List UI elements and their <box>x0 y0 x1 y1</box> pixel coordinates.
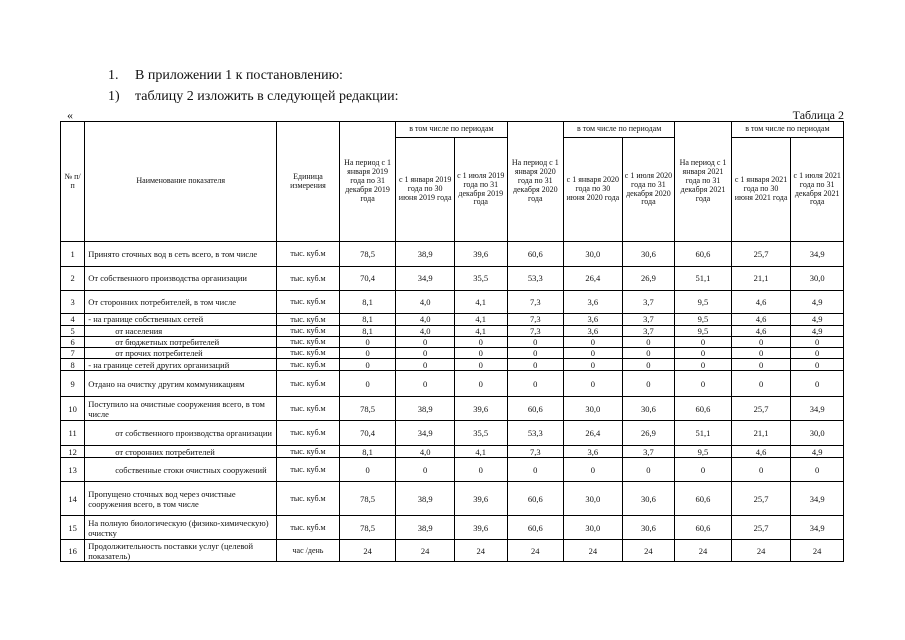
value-cell: 39,6 <box>454 242 507 267</box>
value-cell: 34,9 <box>791 482 844 516</box>
value-cell: 60,6 <box>675 482 732 516</box>
value-cell: 4,0 <box>396 314 455 326</box>
header-h2-2020: с 1 июля 2020 года по 31 декабря 2020 года <box>622 138 675 242</box>
unit-cell: тыс. куб.м <box>277 516 340 540</box>
indicator-name-cell: от бюджетных потребителей <box>85 337 277 348</box>
indicator-name-cell: - на границе собственных сетей <box>85 314 277 326</box>
value-cell: 60,6 <box>507 397 564 421</box>
value-cell: 24 <box>396 540 455 562</box>
value-cell: 34,9 <box>396 267 455 291</box>
value-cell: 0 <box>622 359 675 371</box>
value-cell: 30,0 <box>564 516 623 540</box>
value-cell: 24 <box>622 540 675 562</box>
row-number-cell: 7 <box>61 348 85 359</box>
value-cell: 0 <box>396 348 455 359</box>
row-number-cell: 6 <box>61 337 85 348</box>
indicator-name-cell: Пропущено сточных вод через очистные сооружения всего, в том числе <box>85 482 277 516</box>
value-cell: 0 <box>507 348 564 359</box>
header-h1-2020: с 1 января 2020 года по 30 июня 2020 года <box>564 138 623 242</box>
value-cell: 0 <box>731 348 791 359</box>
table-row <box>61 482 844 516</box>
value-cell: 25,7 <box>731 482 791 516</box>
indicator-name-cell: Поступило на очистные сооружения всего, в том числе <box>85 397 277 421</box>
value-cell: 38,9 <box>396 482 455 516</box>
value-cell: 0 <box>564 359 623 371</box>
value-cell: 3,6 <box>564 326 623 337</box>
value-cell: 9,5 <box>675 291 732 314</box>
value-cell: 34,9 <box>396 421 455 446</box>
value-cell: 51,1 <box>675 267 732 291</box>
value-cell: 0 <box>622 348 675 359</box>
value-cell: 0 <box>622 371 675 397</box>
table-row <box>61 337 844 348</box>
value-cell: 60,6 <box>507 482 564 516</box>
value-cell: 0 <box>396 337 455 348</box>
row-number-cell: 15 <box>61 516 85 540</box>
table-row <box>61 267 844 291</box>
value-cell: 8,1 <box>339 291 396 314</box>
value-cell: 3,7 <box>622 326 675 337</box>
unit-cell: тыс. куб.м <box>277 326 340 337</box>
unit-cell: тыс. куб.м <box>277 482 340 516</box>
value-cell: 30,6 <box>622 397 675 421</box>
value-cell: 35,5 <box>454 267 507 291</box>
value-cell: 0 <box>454 458 507 482</box>
header-h1-2021: с 1 января 2021 года по 30 июня 2021 года <box>731 138 791 242</box>
value-cell: 30,6 <box>622 516 675 540</box>
value-cell: 30,6 <box>622 242 675 267</box>
list-item-text: В приложении 1 к постановлению: <box>135 68 343 83</box>
value-cell: 25,7 <box>731 516 791 540</box>
value-cell: 4,0 <box>396 326 455 337</box>
value-cell: 7,3 <box>507 326 564 337</box>
value-cell: 0 <box>622 337 675 348</box>
indicator-name-cell: От собственного производства организации <box>85 267 277 291</box>
unit-cell: тыс. куб.м <box>277 291 340 314</box>
value-cell: 0 <box>507 458 564 482</box>
indicator-name-cell: от прочих потребителей <box>85 348 277 359</box>
value-cell: 25,7 <box>731 397 791 421</box>
header-subperiods-2019: в том числе по периодам <box>396 122 507 138</box>
value-cell: 0 <box>564 337 623 348</box>
header-period-2019: На период с 1 января 2019 года по 31 декабря 2019 года <box>339 122 396 242</box>
value-cell: 7,3 <box>507 446 564 458</box>
value-cell: 0 <box>675 337 732 348</box>
value-cell: 38,9 <box>396 516 455 540</box>
value-cell: 4,9 <box>791 291 844 314</box>
value-cell: 0 <box>339 348 396 359</box>
row-number-cell: 16 <box>61 540 85 562</box>
value-cell: 0 <box>731 371 791 397</box>
table-row <box>61 314 844 326</box>
value-cell: 30,0 <box>791 267 844 291</box>
header-name: Наименование показателя <box>85 122 277 242</box>
value-cell: 0 <box>454 359 507 371</box>
value-cell: 4,1 <box>454 291 507 314</box>
table-row <box>61 458 844 482</box>
row-number-cell: 12 <box>61 446 85 458</box>
header-num: № п/п <box>61 122 85 242</box>
unit-cell: тыс. куб.м <box>277 458 340 482</box>
value-cell: 0 <box>731 337 791 348</box>
value-cell: 0 <box>507 359 564 371</box>
row-number-cell: 1 <box>61 242 85 267</box>
table-caption: Таблица 2 <box>792 108 844 122</box>
value-cell: 38,9 <box>396 242 455 267</box>
row-number-cell: 10 <box>61 397 85 421</box>
value-cell: 0 <box>454 348 507 359</box>
value-cell: 3,7 <box>622 291 675 314</box>
value-cell: 78,5 <box>339 516 396 540</box>
value-cell: 24 <box>454 540 507 562</box>
unit-cell: тыс. куб.м <box>277 421 340 446</box>
value-cell: 24 <box>507 540 564 562</box>
value-cell: 53,3 <box>507 267 564 291</box>
row-number-cell: 8 <box>61 359 85 371</box>
unit-cell: час /день <box>277 540 340 562</box>
value-cell: 78,5 <box>339 482 396 516</box>
indicator-name-cell: от собственного производства организации <box>85 421 277 446</box>
row-number-cell: 14 <box>61 482 85 516</box>
value-cell: 21,1 <box>731 421 791 446</box>
value-cell: 4,9 <box>791 314 844 326</box>
list-item-number: 1) <box>108 89 120 104</box>
value-cell: 0 <box>454 337 507 348</box>
value-cell: 0 <box>791 348 844 359</box>
unit-cell: тыс. куб.м <box>277 371 340 397</box>
value-cell: 0 <box>675 359 732 371</box>
unit-cell: тыс. куб.м <box>277 337 340 348</box>
value-cell: 0 <box>564 371 623 397</box>
value-cell: 0 <box>791 359 844 371</box>
indicator-name-cell: Продолжительность поставки услуг (целевой показатель) <box>85 540 277 562</box>
value-cell: 0 <box>454 371 507 397</box>
value-cell: 4,9 <box>791 326 844 337</box>
indicator-name-cell: От сторонних потребителей, в том числе <box>85 291 277 314</box>
value-cell: 4,6 <box>731 291 791 314</box>
value-cell: 8,1 <box>339 326 396 337</box>
indicator-name-cell: от населения <box>85 326 277 337</box>
indicator-name-cell: Принято сточных вод в сеть всего, в том числе <box>85 242 277 267</box>
value-cell: 24 <box>791 540 844 562</box>
unit-cell: тыс. куб.м <box>277 314 340 326</box>
table-row <box>61 421 844 446</box>
table-row <box>61 242 844 267</box>
value-cell: 4,1 <box>454 446 507 458</box>
value-cell: 4,1 <box>454 326 507 337</box>
value-cell: 30,0 <box>564 242 623 267</box>
value-cell: 60,6 <box>675 516 732 540</box>
value-cell: 0 <box>564 348 623 359</box>
value-cell: 30,0 <box>564 397 623 421</box>
value-cell: 30,6 <box>622 482 675 516</box>
value-cell: 0 <box>339 337 396 348</box>
value-cell: 78,5 <box>339 242 396 267</box>
value-cell: 4,1 <box>454 314 507 326</box>
value-cell: 0 <box>339 359 396 371</box>
value-cell: 30,0 <box>564 482 623 516</box>
value-cell: 4,0 <box>396 291 455 314</box>
value-cell: 39,6 <box>454 397 507 421</box>
value-cell: 0 <box>791 337 844 348</box>
value-cell: 24 <box>564 540 623 562</box>
value-cell: 3,6 <box>564 291 623 314</box>
value-cell: 24 <box>731 540 791 562</box>
value-cell: 0 <box>396 458 455 482</box>
value-cell: 9,5 <box>675 314 732 326</box>
row-number-cell: 13 <box>61 458 85 482</box>
value-cell: 0 <box>675 348 732 359</box>
unit-cell: тыс. куб.м <box>277 267 340 291</box>
table-body <box>61 242 844 562</box>
value-cell: 26,9 <box>622 267 675 291</box>
value-cell: 4,6 <box>731 314 791 326</box>
unit-cell: тыс. куб.м <box>277 359 340 371</box>
value-cell: 26,4 <box>564 421 623 446</box>
indicator-name-cell: На полную биологическую (физико-химическую) очистку <box>85 516 277 540</box>
opening-quote-mark: « <box>67 108 73 122</box>
value-cell: 70,4 <box>339 267 396 291</box>
value-cell: 24 <box>339 540 396 562</box>
row-number-cell: 2 <box>61 267 85 291</box>
value-cell: 8,1 <box>339 446 396 458</box>
value-cell: 0 <box>675 458 732 482</box>
value-cell: 34,9 <box>791 516 844 540</box>
row-number-cell: 11 <box>61 421 85 446</box>
value-cell: 38,9 <box>396 397 455 421</box>
value-cell: 25,7 <box>731 242 791 267</box>
value-cell: 7,3 <box>507 291 564 314</box>
indicator-name-cell: собственные стоки очистных сооружений <box>85 458 277 482</box>
value-cell: 3,7 <box>622 446 675 458</box>
value-cell: 60,6 <box>675 242 732 267</box>
value-cell: 0 <box>731 359 791 371</box>
indicator-name-cell: - на границе сетей других организаций <box>85 359 277 371</box>
row-number-cell: 4 <box>61 314 85 326</box>
row-number-cell: 9 <box>61 371 85 397</box>
table-row <box>61 291 844 314</box>
value-cell: 4,0 <box>396 446 455 458</box>
value-cell: 0 <box>791 458 844 482</box>
value-cell: 21,1 <box>731 267 791 291</box>
value-cell: 4,9 <box>791 446 844 458</box>
indicator-name-cell: от сторонних потребителей <box>85 446 277 458</box>
table-row <box>61 446 844 458</box>
value-cell: 26,9 <box>622 421 675 446</box>
value-cell: 30,0 <box>791 421 844 446</box>
value-cell: 60,6 <box>507 516 564 540</box>
value-cell: 35,5 <box>454 421 507 446</box>
header-period-2021: На период с 1 января 2021 года по 31 декабря 2021 года <box>675 122 732 242</box>
table-row <box>61 397 844 421</box>
header-subperiods-2021: в том числе по периодам <box>731 122 843 138</box>
list-item-text: таблицу 2 изложить в следующей редакции: <box>135 89 399 104</box>
list-item-number: 1. <box>108 68 119 83</box>
table-row <box>61 371 844 397</box>
table-row <box>61 359 844 371</box>
value-cell: 39,6 <box>454 516 507 540</box>
unit-cell: тыс. куб.м <box>277 348 340 359</box>
value-cell: 78,5 <box>339 397 396 421</box>
unit-cell: тыс. куб.м <box>277 446 340 458</box>
indicator-name-cell: Отдано на очистку другим коммуникациям <box>85 371 277 397</box>
value-cell: 0 <box>791 371 844 397</box>
value-cell: 24 <box>675 540 732 562</box>
unit-cell: тыс. куб.м <box>277 242 340 267</box>
value-cell: 70,4 <box>339 421 396 446</box>
value-cell: 4,6 <box>731 446 791 458</box>
value-cell: 0 <box>731 458 791 482</box>
value-cell: 60,6 <box>507 242 564 267</box>
header-period-2020: На период с 1 января 2020 года по 31 декабря 2020 года <box>507 122 564 242</box>
unit-cell: тыс. куб.м <box>277 397 340 421</box>
value-cell: 4,6 <box>731 326 791 337</box>
header-h1-2019: с 1 января 2019 года по 30 июня 2019 года <box>396 138 455 242</box>
list-item-2 <box>108 89 399 105</box>
value-cell: 51,1 <box>675 421 732 446</box>
header-h2-2019: с 1 июля 2019 года по 31 декабря 2019 года <box>454 138 507 242</box>
value-cell: 0 <box>675 371 732 397</box>
value-cell: 3,6 <box>564 314 623 326</box>
value-cell: 0 <box>396 359 455 371</box>
value-cell: 0 <box>564 458 623 482</box>
value-cell: 0 <box>507 371 564 397</box>
value-cell: 8,1 <box>339 314 396 326</box>
table-row <box>61 348 844 359</box>
header-unit: Единица измерения <box>277 122 340 242</box>
row-number-cell: 5 <box>61 326 85 337</box>
value-cell: 60,6 <box>675 397 732 421</box>
value-cell: 7,3 <box>507 314 564 326</box>
value-cell: 0 <box>396 371 455 397</box>
data-table <box>60 121 844 562</box>
table-row <box>61 326 844 337</box>
value-cell: 3,7 <box>622 314 675 326</box>
value-cell: 3,6 <box>564 446 623 458</box>
value-cell: 34,9 <box>791 397 844 421</box>
header-h2-2021: с 1 июля 2021 года по 31 декабря 2021 года <box>791 138 844 242</box>
row-number-cell: 3 <box>61 291 85 314</box>
value-cell: 0 <box>622 458 675 482</box>
value-cell: 9,5 <box>675 326 732 337</box>
value-cell: 0 <box>339 458 396 482</box>
table-row <box>61 540 844 562</box>
list-item-1 <box>108 68 343 84</box>
table-row <box>61 516 844 540</box>
value-cell: 26,4 <box>564 267 623 291</box>
value-cell: 53,3 <box>507 421 564 446</box>
value-cell: 39,6 <box>454 482 507 516</box>
value-cell: 0 <box>507 337 564 348</box>
value-cell: 9,5 <box>675 446 732 458</box>
value-cell: 0 <box>339 371 396 397</box>
header-subperiods-2020: в том числе по периодам <box>564 122 675 138</box>
value-cell: 34,9 <box>791 242 844 267</box>
